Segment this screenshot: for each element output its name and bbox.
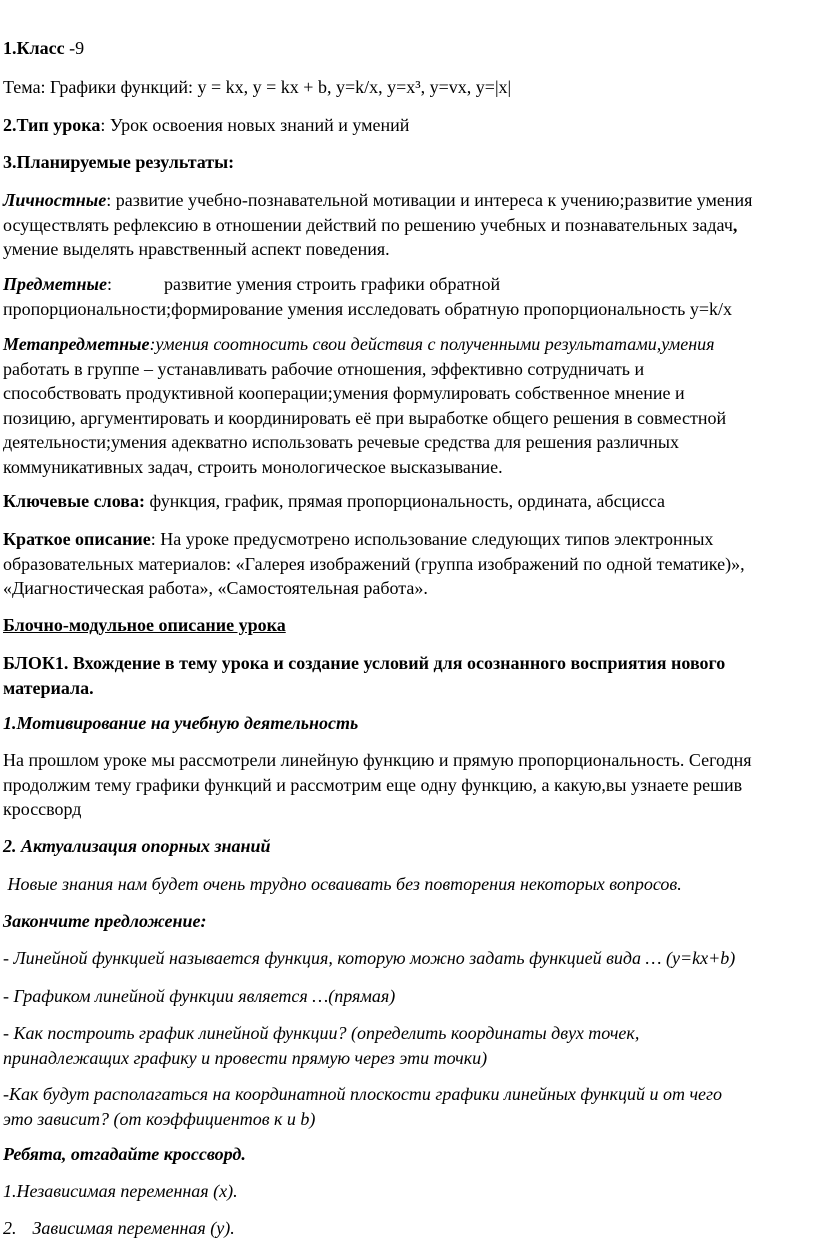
question-1: - Линейной функцией называется функция, которую можно задать функцией вида … (y=kx+b)	[3, 948, 736, 968]
crossword-item-1: 1.Независимая переменная (х).	[3, 1181, 238, 1201]
actualization-heading: 2. Актуализация опорных знаний	[3, 836, 271, 856]
meta-label: Метапредметные	[3, 334, 150, 354]
question-4: -Как будут располагаться на координатной плоскости графики линейных функций и от чего это зависит? (от коэффициентов к и b)	[3, 1084, 723, 1129]
personal-results: Личностные: развитие учебно-познавательной мотивации и интереса к учению;развитие умения осуществлять рефлексию в отношении действий по решению учебных и познавательных задач, умение выделять нравственный аспект поведения.	[3, 190, 753, 259]
lesson-type-line	[3, 113, 813, 138]
lesson-type-value: : Урок освоения новых знаний и умений	[100, 115, 410, 135]
class-label: 1.Класс	[3, 38, 65, 58]
new-knowledge-line: Новые знания нам будет очень трудно осваивать без повторения некоторых вопросов.	[3, 874, 682, 894]
subject-results: Предметные: развитие умения строить графики обратной пропорциональности;формирование умения исследовать обратную пропорциональность y=k/x	[3, 274, 732, 319]
planned-results-heading: 3.Планируемые результаты:	[3, 152, 235, 172]
crossword-heading: Ребята, отгадайте кроссворд.	[3, 1144, 246, 1164]
crossword-item-2	[3, 1216, 813, 1241]
motivation-heading: 1.Мотивирование на учебную деятельность	[3, 713, 359, 733]
block1-heading: БЛОК1. Вхождение в тему урока и создание условий для осознанного восприятия нового материала.	[3, 653, 726, 698]
question-3: - Как построить график линейной функции? (определить координаты двух точек, принадлежащих графику и провести прямую через эти точки)	[3, 1023, 640, 1068]
keywords-line: Ключевые слова: функция, график, прямая пропорциональность, ордината, абсцисса	[3, 491, 666, 511]
lesson-type-label: 2.Тип урока	[3, 115, 101, 135]
brief-label: Краткое описание	[3, 529, 151, 549]
finish-sentence-heading: Закончите предложение:	[3, 911, 207, 931]
brief-description: Краткое описание: На уроке предусмотрено использование следующих типов электронных образовательных материалов: «Галерея изображений (группа изображений по одной тематике)», «Диагностическая работа», «Самостоятельная работа».	[3, 529, 745, 598]
question-2: - Графиком линейной функции является …(прямая)	[3, 986, 396, 1006]
intro-paragraph: На прошлом уроке мы рассмотрели линейную функцию и прямую пропорциональность. Сегодня продолжим тему графики функций и рассмотрим еще одну функцию, а какую,вы узнаете решив кроссворд	[3, 750, 752, 819]
personal-label: Личностные	[3, 190, 107, 210]
keywords-label: Ключевые слова:	[3, 491, 145, 511]
subject-label: Предметные	[3, 274, 108, 294]
topic-line: Тема: Графики функций: у = kx, у = kx + b, y=k/x, y=x³, y=vx, y=|x|	[3, 77, 512, 97]
block-description-heading: Блочно-модульное описание урока	[3, 615, 286, 635]
crossword-item-2-number: 2.	[3, 1218, 17, 1238]
class-value: -9	[64, 38, 85, 58]
crossword-item-2-text: Зависимая переменная (у).	[32, 1218, 235, 1238]
meta-results: Метапредметные:умения соотносить свои действия с полученными результатами,умения работать в группе – устанавливать рабочие отношения, эффективно сотрудничать и способствовать продуктивной кооперации;умения формулировать собственное мнение и позицию, аргументировать и координировать её при выработке общего решения в совместной деятельности;умения адекватно использовать речевые средства для решения различных коммуникативных задач, строить монологическое высказывание.	[3, 334, 727, 477]
class-line	[3, 36, 813, 61]
